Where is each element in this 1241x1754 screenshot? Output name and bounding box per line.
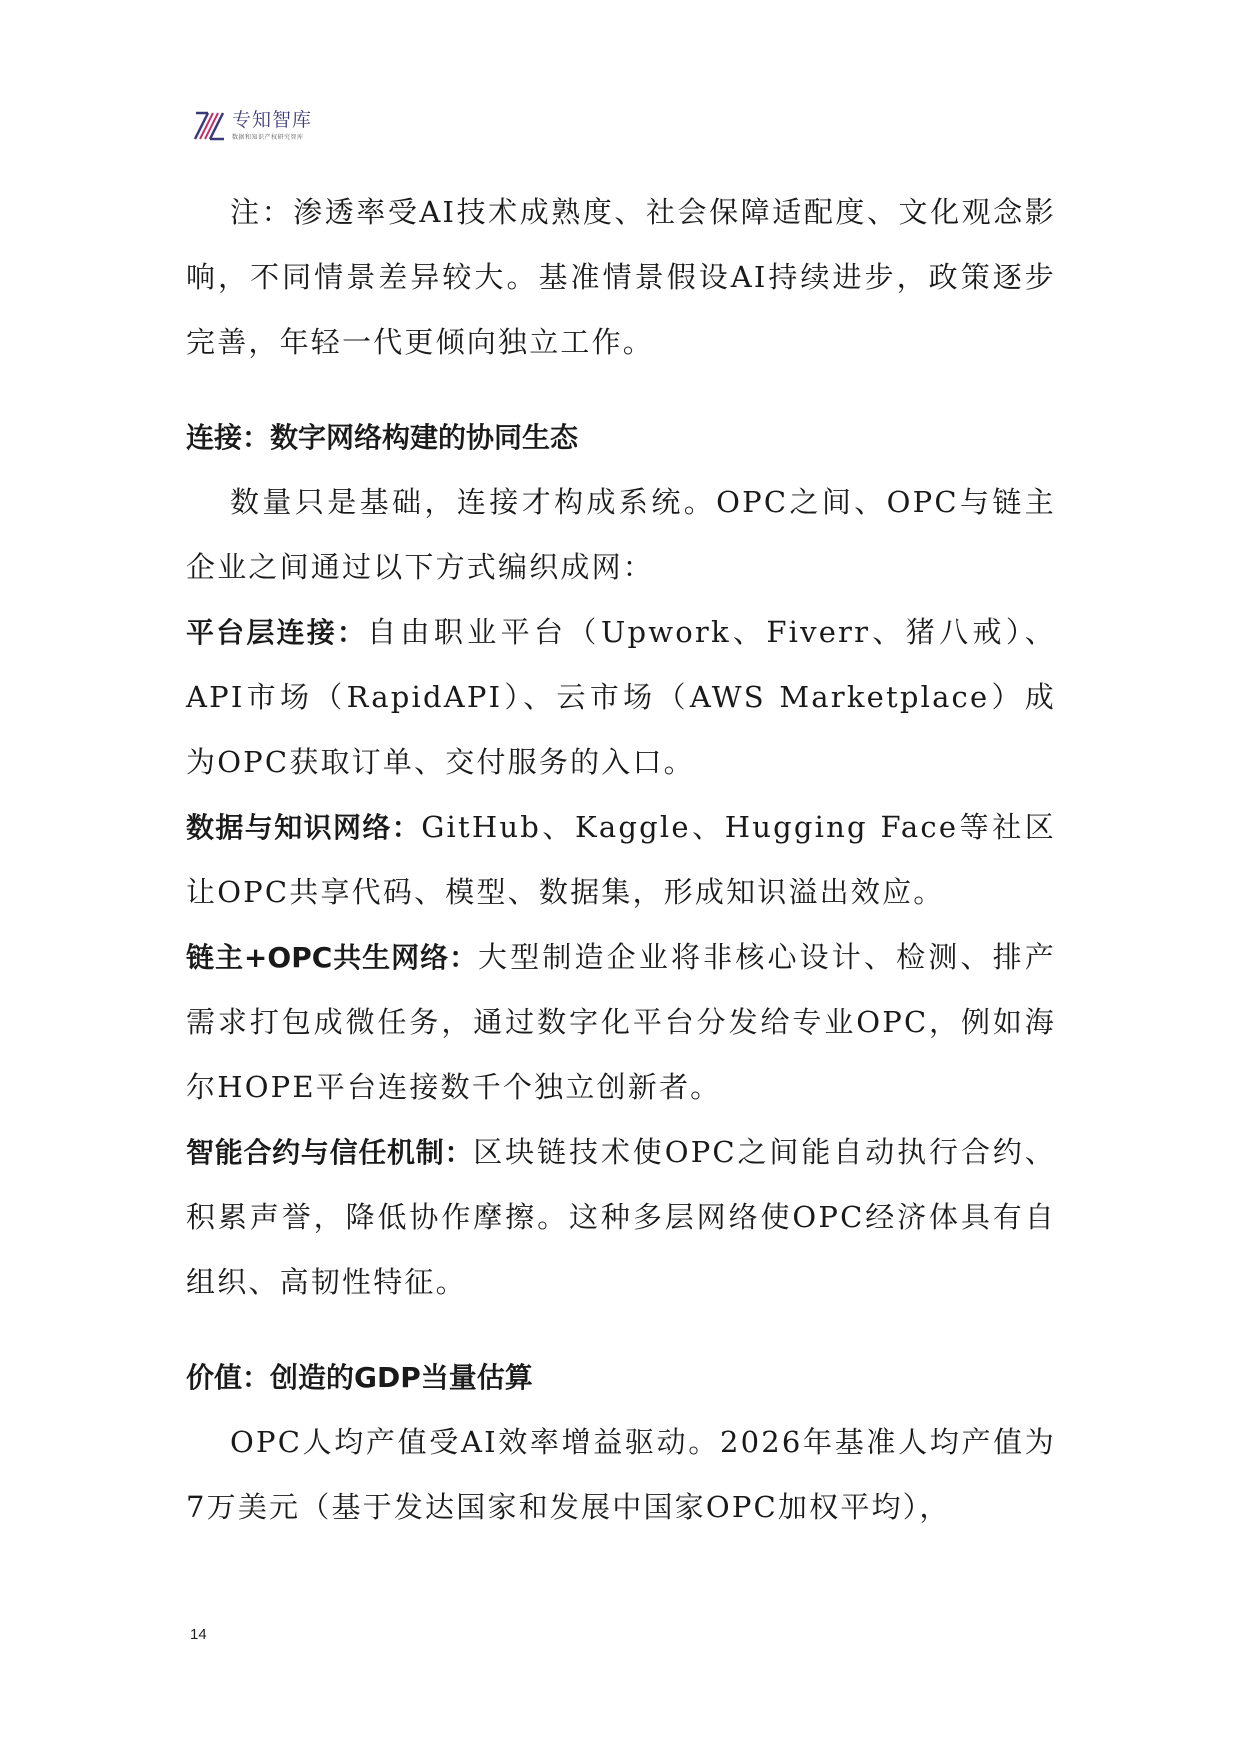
value-intro: OPC人均产值受AI效率增益驱动。2026年基准人均产值为7万美元（基于发达国家和发展中国家OPC加权平均）， [186,1425,1056,1524]
item-text: GitHub、Kaggle、Hugging Face等社区让OPC共享代码、模型、数据集，形成知识溢出效应。 [186,810,1056,909]
logo-mark-icon [192,111,226,141]
section-heading-value: 价值：创造的GDP当量估算 [186,1361,533,1394]
item-text: 自由职业平台（Upwork、Fiverr、猪八戒）、API市场（RapidAPI）、云市场（AWS Marketplace）成为OPC获取订单、交付服务的入口。 [186,615,1056,779]
item-smart-contract [186,1120,1056,1315]
item-text: 区块链技术使OPC之间能自动执行合约、积累声誉，降低协作摩擦。这种多层网络使OPC经济体具有自组织、高韧性特征。 [186,1135,1056,1299]
item-chain-symbiosis [186,925,1056,1120]
page-body [186,180,1056,1540]
item-label: 链主+OPC共生网络： [186,941,479,974]
note-paragraph: 注：渗透率受AI技术成熟度、社会保障适配度、文化观念影响，不同情景差异较大。基准情景假设AI持续进步，政策逐步完善，年轻一代更倾向独立工作。 [186,195,1056,359]
item-label: 平台层连接： [186,616,368,649]
brand-logo [192,110,312,141]
item-data-knowledge [186,795,1056,925]
logo-subtitle: 数据和知识产权研究智库 [232,134,304,141]
page-number: 14 [190,1626,207,1643]
item-text: 大型制造企业将非核心设计、检测、排产需求打包成微任务，通过数字化平台分发给专业OPC，例如海尔HOPE平台连接数千个独立创新者。 [186,940,1056,1104]
connection-intro: 数量只是基础，连接才构成系统。OPC之间、OPC与链主企业之间通过以下方式编织成网： [186,485,1056,584]
item-platform-layer [186,600,1056,795]
logo-title: 专知智库 [232,109,313,131]
item-label: 智能合约与信任机制： [186,1136,474,1169]
section-heading-connection: 连接：数字网络构建的协同生态 [186,421,579,454]
item-label: 数据与知识网络： [186,811,422,844]
